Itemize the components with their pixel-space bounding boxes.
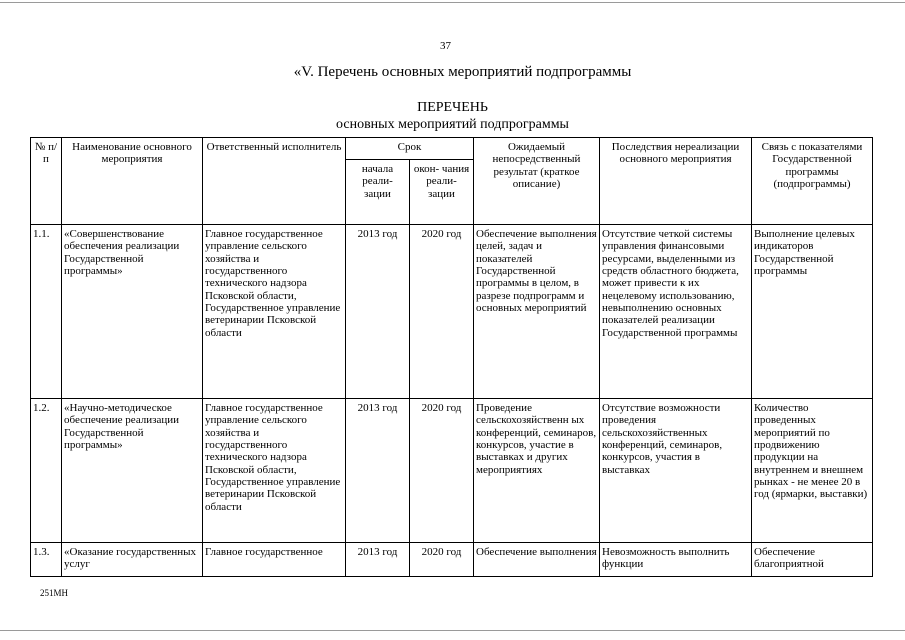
list-subtitle: основных мероприятий подпрограммы (336, 117, 569, 132)
header-num: № п/п (31, 138, 62, 225)
scan-edge-top (0, 2, 905, 3)
row-executor: Главное государственное управление сельского хозяйства и государственного технического надзора Псковской области, Государственное управление ветеринарии Псковской области (203, 399, 346, 543)
table-row (31, 225, 873, 399)
row-end: 2020 год (410, 399, 474, 543)
header-term-start: начала реали- зации (346, 160, 410, 225)
row-executor: Главное государственное (203, 543, 346, 577)
page-number: 37 (440, 40, 451, 52)
section-heading: «V. Перечень основных мероприятий подпрограммы (293, 64, 632, 80)
header-expected: Ожидаемый непосредственный результат (краткое описание) (474, 138, 600, 225)
row-consequences: Отсутствие четкой системы управления финансовыми ресурсами, выделенными из средств областного бюджета, может привести к их нецелевому использованию, невыполнению основных показателей реализации Государственной программы (600, 225, 752, 399)
footer-code: 251МН (40, 588, 69, 598)
scan-edge-bottom (0, 630, 905, 631)
row-consequences: Невозможность выполнить функции (600, 543, 752, 577)
row-end: 2020 год (410, 543, 474, 577)
row-expected: Обеспечение выполнения (474, 543, 600, 577)
table-row (31, 543, 873, 577)
row-consequences: Отсутствие возможности проведения сельскохозяйственных конференций, семинаров, конкурсов, участия в выставках (600, 399, 752, 543)
header-executor: Ответственный исполнитель (203, 138, 346, 225)
row-executor: Главное государственное управление сельского хозяйства и государственного технического надзора Псковской области, Государственное управление ветеринарии Псковской области (203, 225, 346, 399)
header-term-end: окон- чания реали- зации (410, 160, 474, 225)
header-link: Связь с показателями Государственной программы (подпрограммы) (752, 138, 873, 225)
row-end: 2020 год (410, 225, 474, 399)
row-expected: Проведение сельскохозяйственн ых конференций, семинаров, конкурсов, участие в выставках и других мероприятиях (474, 399, 600, 543)
row-link: Количество проведенных мероприятий по продвижению продукции на внутреннем и внешнем рынках - не менее 20 в год (ярмарки, выставки) (752, 399, 873, 543)
row-start: 2013 год (346, 399, 410, 543)
activities-table (30, 137, 873, 577)
header-name: Наименование основного мероприятия (62, 138, 203, 225)
row-name: «Совершенствование обеспечения реализации Государственной программы» (62, 225, 203, 399)
header-term: Срок (346, 138, 474, 160)
table-row (31, 399, 873, 543)
row-num: 1.2. (31, 399, 62, 543)
list-title: ПЕРЕЧЕНЬ (417, 100, 488, 115)
header-consequences: Последствия нереализации основного мероприятия (600, 138, 752, 225)
row-name: «Оказание государственных услуг (62, 543, 203, 577)
row-num: 1.3. (31, 543, 62, 577)
row-name: «Научно-методическое обеспечение реализации Государственной программы» (62, 399, 203, 543)
row-num: 1.1. (31, 225, 62, 399)
row-link: Выполнение целевых индикаторов Государственной программы (752, 225, 873, 399)
row-expected: Обеспечение выполнения целей, задач и показателей Государственной программы в целом, в разрезе подпрограмм и основных мероприятий (474, 225, 600, 399)
row-start: 2013 год (346, 225, 410, 399)
row-link: Обеспечение благоприятной (752, 543, 873, 577)
row-start: 2013 год (346, 543, 410, 577)
